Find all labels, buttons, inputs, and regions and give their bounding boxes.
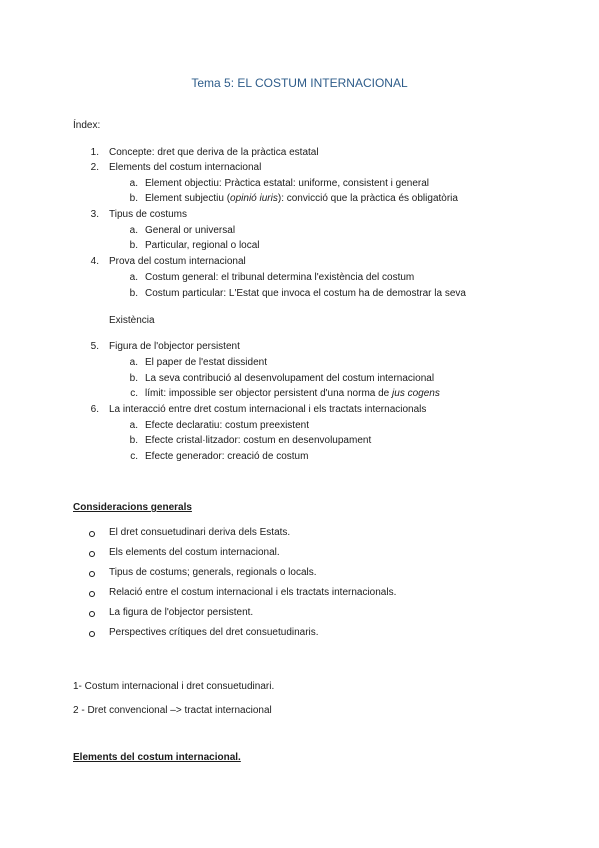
index-number: 3.	[90, 209, 99, 220]
sub-text: Efecte cristal·litzador: costum en desenvolupament	[145, 435, 372, 446]
bullet-icon	[89, 611, 95, 617]
sub-text: Costum general: el tribunal determina l'existència del costum	[145, 272, 415, 283]
section-heading-considerations: Consideracions generals	[73, 502, 192, 513]
sub-letter: a.	[129, 178, 138, 189]
sub-letter: a.	[129, 420, 138, 431]
index-text: La interacció entre dret costum internacional i els tractats internacionals	[109, 404, 427, 415]
sub-text: Efecte declaratiu: costum preexistent	[145, 420, 309, 431]
section-heading-elements: Elements del costum internacional.	[73, 752, 241, 763]
sub-letter: b.	[129, 288, 138, 299]
sub-text: límit: impossible ser objector persistent d'una norma de jus cogens	[145, 388, 440, 399]
index-text: Concepte: dret que deriva de la pràctica estatal	[109, 147, 319, 158]
index-label: Índex:	[73, 120, 101, 131]
sub-text: Particular, regional o local	[145, 240, 260, 251]
sub-text: La seva contribució al desenvolupament del costum internacional	[145, 373, 435, 384]
sub-letter: a.	[129, 225, 138, 236]
list-item: La figura de l'objector persistent.	[109, 607, 254, 618]
bullet-icon	[89, 531, 95, 537]
index-number: 2.	[90, 162, 99, 173]
note-line: 2 - Dret convencional –> tractat internacional	[73, 705, 272, 716]
sub-letter: c.	[130, 451, 138, 462]
continuation-text: Existència	[109, 315, 155, 326]
list-item: El dret consuetudinari deriva dels Estats.	[109, 527, 291, 538]
list-item: Relació entre el costum internacional i els tractats internacionals.	[109, 587, 397, 598]
bullet-icon	[89, 551, 95, 557]
index-text: Prova del costum internacional	[109, 256, 246, 267]
sub-text: Costum particular: L'Estat que invoca el costum ha de demostrar la seva	[145, 288, 466, 299]
sub-letter: c.	[130, 388, 138, 399]
sub-letter: b.	[129, 373, 138, 384]
index-text: Tipus de costums	[109, 209, 187, 220]
index-number: 6.	[90, 404, 99, 415]
sub-text: General or universal	[145, 225, 236, 236]
sub-letter: b.	[129, 193, 138, 204]
sub-letter: b.	[129, 240, 138, 251]
sub-letter: a.	[129, 272, 138, 283]
list-item: Tipus de costums; generals, regionals o locals.	[109, 567, 317, 578]
sub-letter: a.	[129, 357, 138, 368]
index-number: 1.	[90, 147, 99, 158]
bullet-icon	[89, 591, 95, 597]
sub-letter: b.	[129, 435, 138, 446]
sub-text: Element subjectiu (opinió iuris): convicció que la pràctica és obligatòria	[145, 193, 458, 204]
index-number: 5.	[90, 341, 99, 352]
bullet-icon	[89, 631, 95, 637]
list-item: Perspectives crítiques del dret consuetudinaris.	[109, 627, 319, 638]
index-text: Elements del costum internacional	[109, 162, 262, 173]
list-item: Els elements del costum internacional.	[109, 547, 280, 558]
emphasis-text: opinió iuris	[230, 193, 278, 204]
index-number: 4.	[90, 256, 99, 267]
sub-text: Efecte generador: creació de costum	[145, 451, 309, 462]
note-line: 1- Costum internacional i dret consuetudinari.	[73, 681, 275, 692]
sub-text: El paper de l'estat dissident	[145, 357, 267, 368]
page-title: Tema 5: EL COSTUM INTERNACIONAL	[191, 76, 408, 90]
emphasis-text: jus cogens	[392, 388, 440, 399]
sub-text: Element objectiu: Pràctica estatal: uniforme, consistent i general	[145, 178, 430, 189]
bullet-icon	[89, 571, 95, 577]
index-text: Figura de l'objector persistent	[109, 341, 240, 352]
